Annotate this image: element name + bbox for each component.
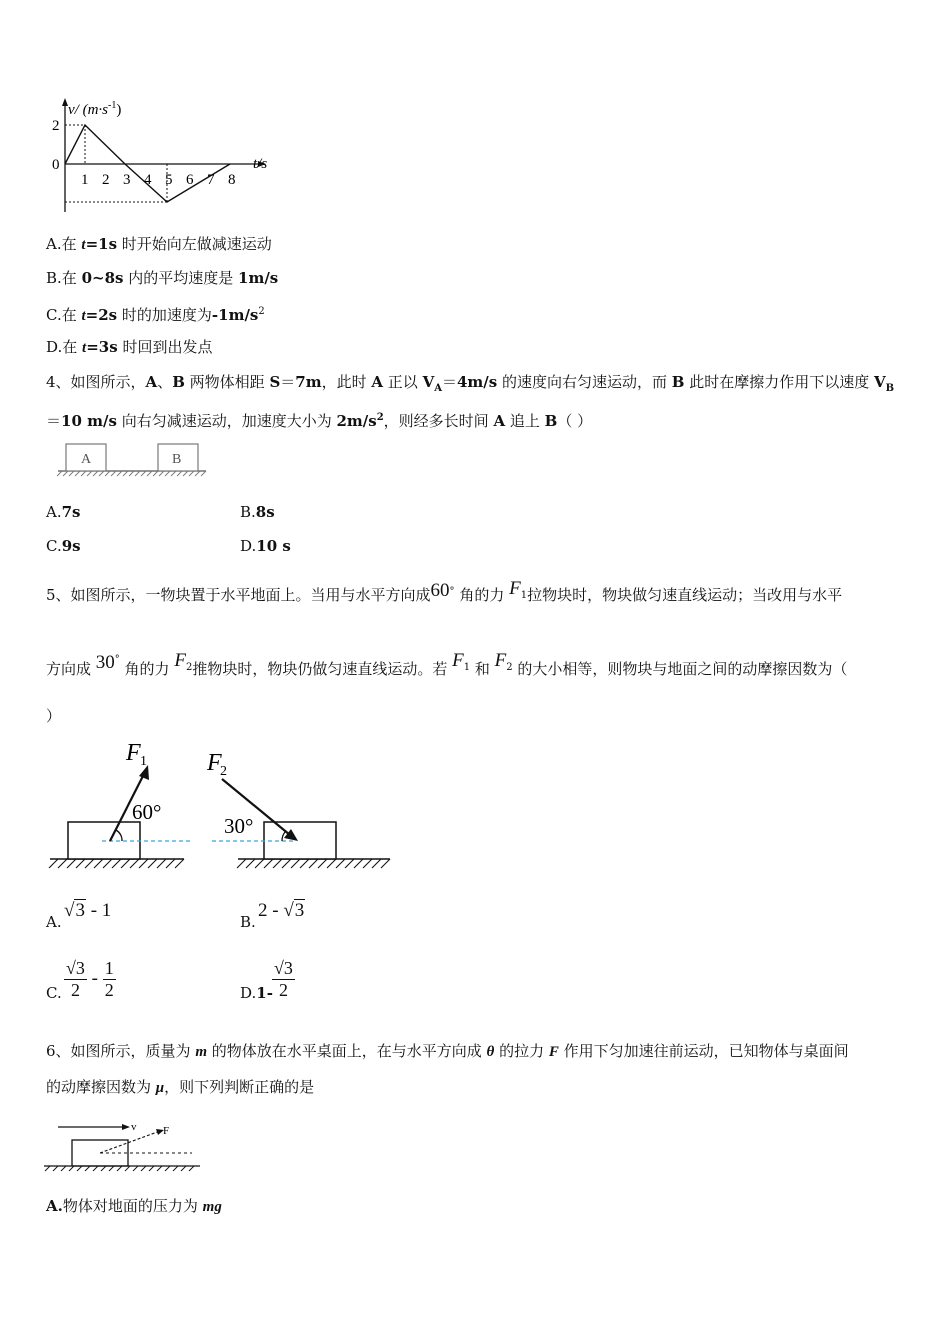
x-tick-label: 2 [102,172,110,188]
x-tick-label: 3 [123,172,131,188]
q5-figure [44,732,396,872]
svg-text:F: F [126,740,141,766]
svg-text:F: F [207,750,222,776]
q3-option-c: C.在 t=2s 时的加速度为$-1m/s^2$ [46,306,265,324]
q6-figure [42,1116,204,1174]
origin-label: 0 [52,157,60,173]
q5-stem-line3: ） [46,707,62,725]
svg-text:1: 1 [140,754,147,769]
x-axis-label: t/s [253,156,268,172]
svg-text:30°: 30° [224,814,254,838]
q6-stem-line2: 的动摩擦因数为 μ，则下列判断正确的是 [46,1078,315,1096]
q4-option-d: D.10 s [240,537,291,555]
q4-figure [56,440,216,480]
q5-stem-line2: 方向成 30° 角的力 $F_2$推物块时，物块仍做匀速直线运动。若 $F_1$ 和 $F_2$ 的大小相等，则物块与地面之间的动摩擦因数为（ [46,650,848,678]
q5-option-b-expr: 2 - √3 [258,900,305,921]
y-tick-2: 2 [52,118,60,134]
x-tick-label: 8 [228,172,236,188]
q5-option-a-letter: A. [46,913,62,931]
block-right [264,822,336,859]
x-tick-label: 1 [81,172,89,188]
q6-option-a: A.物体对地面的压力为 mg [46,1197,222,1215]
svg-text:B: B [172,452,182,467]
q5-option-b-letter: B. [240,913,256,931]
x-ticks [81,172,236,188]
q4-stem-line1: 4、如图所示，A、B 两物体相距 S＝7m，此时 A 正以 $V_A=4m/s$ 的速度向右匀速运动，而 B 此时在摩擦力作用下以速度 $V_B$ [46,373,895,394]
svg-text:A: A [81,452,92,467]
svg-text:60°: 60° [132,800,162,824]
q5-option-c-expr: $\frac{√3}{2}$ - $\frac{1}{2}$ [66,958,114,1000]
q3-option-b: B.在 0~8s 内的平均速度是 1m/s [46,269,279,287]
svg-text:2: 2 [220,764,227,779]
q4-stem-line2: ＝10 m/s 向右匀减速运动，加速度大小为 $2m/s^2$，则经多长时间 A 追上 B（ ） [46,412,593,430]
q4-option-c: C.9s [46,537,81,555]
x-tick-label: 7 [207,172,215,188]
y-axis-label: v/ $(m\cdot s^{-1})$ [68,100,122,118]
svg-text:v: v [131,1121,137,1133]
vt-graph [40,92,290,222]
svg-text:F: F [163,1125,170,1137]
q5-option-c-letter: C. [46,984,62,1002]
q3-option-d: D.在 t=3s 时回到出发点 [46,338,213,356]
q4-option-b: B.8s [240,503,275,521]
q5-stem-line1: 5、如图所示，一物块置于水平地面上。当用与水平方向成60° 角的力 $F_1$拉物块时，物块做匀速直线运动；当改用与水平 [46,578,843,604]
q3-option-a: A.在 t=1s 时开始向左做减速运动 [46,235,272,253]
q6-stem-line1: 6、如图所示，质量为 m 的物体放在水平桌面上，在与水平方向成 θ 的拉力 F 作用下匀加速往前运动，已知物体与桌面间 [46,1042,849,1060]
q5-option-d-expr: $\frac{√3}{2}$ [274,958,293,1000]
q5-option-d-letter: D.1- [240,984,273,1002]
x-tick-label: 4 [144,172,152,188]
q5-option-a-expr: √3 - 1 [64,900,112,921]
x-tick-label: 5 [165,172,173,188]
q4-option-a: A.7s [46,503,81,521]
x-tick-label: 6 [186,172,194,188]
